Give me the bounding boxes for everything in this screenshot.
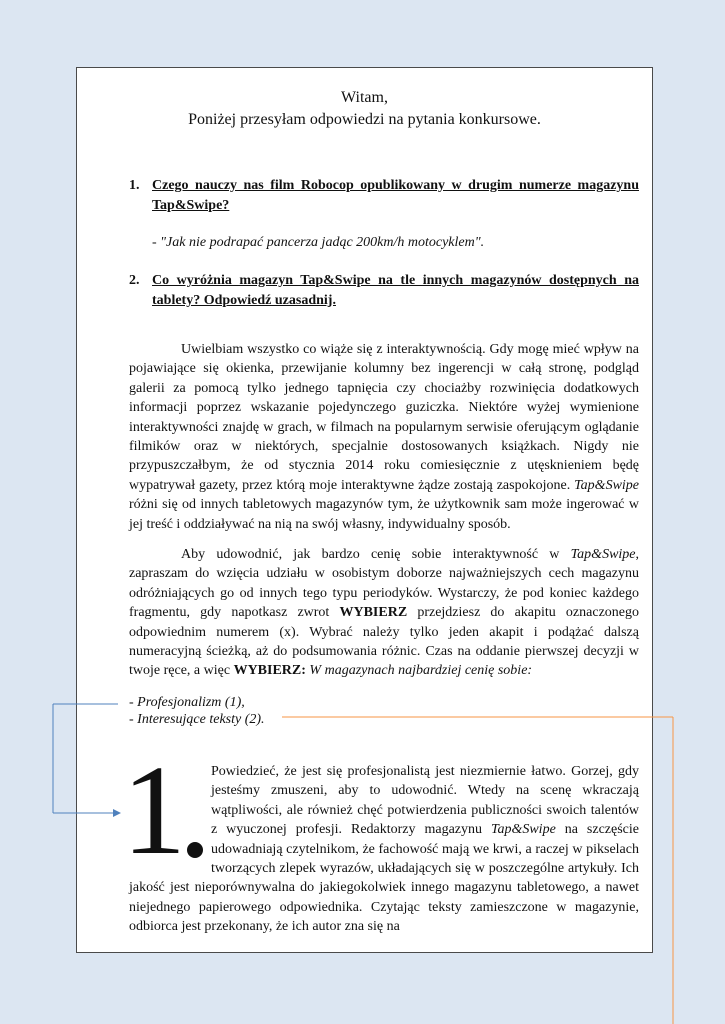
question-2-number: 2. <box>129 273 140 288</box>
paragraph-2-text-a: Aby udowodnić, jak bardzo cenię sobie interaktywność w <box>181 547 560 562</box>
paragraph-2-italic-prompt: W magazynach najbardziej cenię sobie: <box>309 663 533 679</box>
question-1-text: Czego nauczy nas film Robocop opublikowany w drugim numerze magazynu Tap&Swipe? <box>152 178 639 213</box>
blue-arrow-to-section-1 <box>53 704 121 817</box>
question-1-number: 1. <box>129 178 140 193</box>
paragraph-2-text-b: , zapraszam do wzięcia udziału w osobistym doborze najważniejszych cech magazynu odróżniających go od innych tego typu periodyków. Wystarczy, że pod koniec każdego fragmentu, gdy napotkasz zwrot <box>129 547 640 621</box>
paragraph-1-text-b: różni się od innych tabletowych magazynów tym, że użytkownik sam może ingerować w jej treść i oddziaływać na nią na swój własny, indywidualny sposób. <box>129 497 639 532</box>
section-1-big-number: 1 <box>122 739 186 881</box>
section-1-text-a: Powiedzieć, że jest się profesjonalistą jest niezmiernie łatwo. Gorzej, gdy jesteśmy zmuszeni, aby to udowodnić. Wtedy na scenę wkraczają wątpliwości, ale również chęć potwierdzenia publiczności swoich talentów z wyuczonej profesji. Redaktorzy magazynu <box>211 764 639 838</box>
orange-arrow-to-section-2 <box>282 717 673 1024</box>
paragraph-2-text-c: przejdziesz do akapitu oznaczonego odpowiednim numerem (x). Wybrać należy tylko jeden akapit i podążać dalszą numeracyjną ścieżką, aż do podsumowania różnic. Czas na oddanie pierwszej decyzji w twoje ręce, a więc <box>129 605 640 679</box>
question-1-answer: - "Jak nie podrapać pancerza jadąc 200km/h motocyklem". <box>152 235 485 250</box>
paragraph-1-brand: Tap&Swipe <box>574 477 640 493</box>
section-1-text-b: na szczęście udowadniają czytelnikom, że fachowość mają we krwi, a raczej w pikselach tworzących zlepek wyrazów, układających się w poszczególne artykuły. Ich jakość jest nieporównywalna do jakiegokolwiek innego magazynu tabletowego, a nawet niejednego papierowego odpowiednika. Czytając teksty zamieszczone w magazynie, odbiorca jest przekonany, że ich autor zna się na <box>129 822 639 935</box>
greeting-line-1: Witam, <box>341 89 388 106</box>
paragraph-2-keyword-wybierz-2: WYBIERZ: <box>233 663 306 679</box>
paragraph-2-brand: Tap&Swipe <box>570 547 636 562</box>
paragraph-1-text-a: Uwielbiam wszystko co wiąże się z interaktywnością. Gdy mogę mieć wpływ na pojawiające się okienka, przewijanie kolumny bez ingerencji w całą stronę, podgląd galerii za pomocą tylko jednego tapnięcia czy chociażby rozwinięcia dodatkowych informacji poprzez wskazanie pojedynczego guziczka. Niektóre wyżej wymienione interaktywności znajdę w grach, w filmach na popularnym serwisie oferującym oglądanie filmików oraz w niektórych, specjalnie dostosowanych książkach. Nigdy nie przypuszczałbym, że od stycznia 2014 roku comiesięcznie z utęsknieniem będę wypatrywał gazety, przez którą moje interaktywne żądze zostają zaspokojone. <box>129 342 639 493</box>
option-interesujace-teksty[interactable]: - Interesujące teksty (2). <box>129 712 265 727</box>
option-profesjonalizm[interactable]: - Profesjonalizm (1), <box>129 695 245 710</box>
paragraph-2-keyword-wybierz: WYBIERZ <box>339 605 408 621</box>
question-2-text: Co wyróżnia magazyn Tap&Swipe na tle innych magazynów dostępnych na tablety? Odpowiedź uzasadnij. <box>152 273 639 308</box>
greeting-line-2: Poniżej przesyłam odpowiedzi na pytania konkursowe. <box>188 111 541 128</box>
section-1-brand: Tap&Swipe <box>490 822 556 838</box>
